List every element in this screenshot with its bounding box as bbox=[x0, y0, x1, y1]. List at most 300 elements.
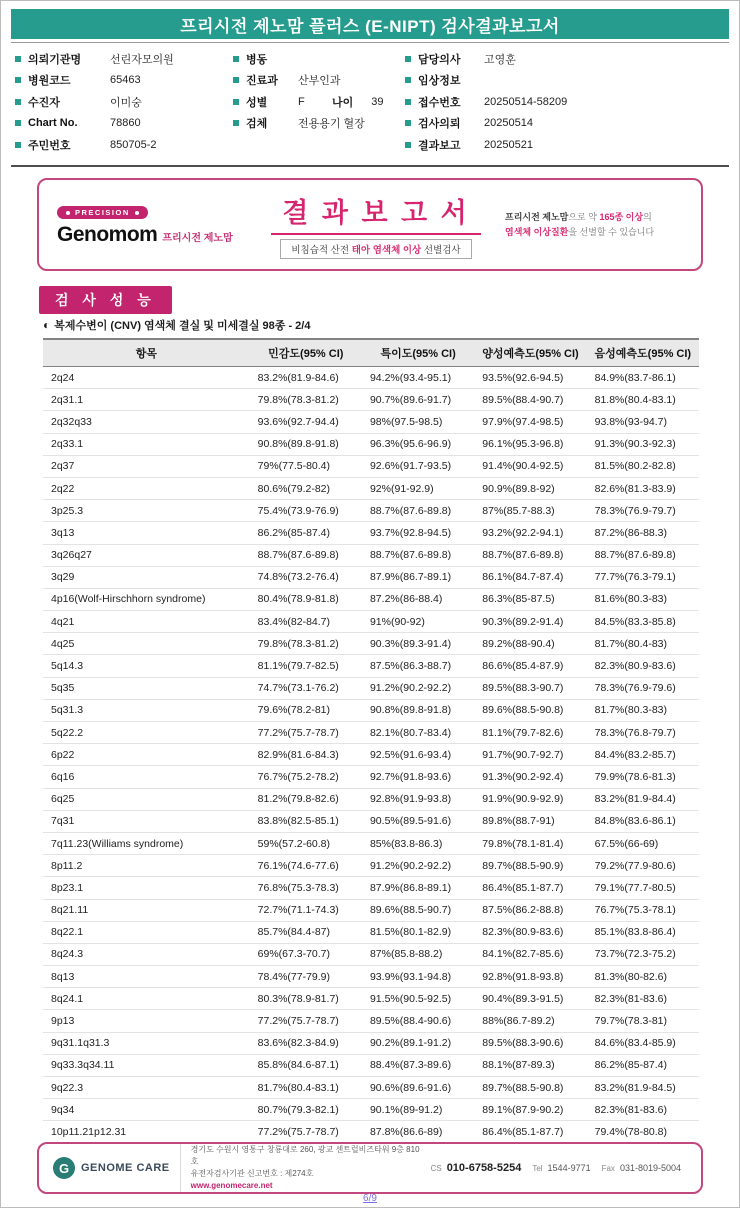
table-cell: 67.5%(66-69) bbox=[587, 832, 699, 854]
info-row bbox=[405, 48, 727, 70]
subtitle-text: 비침습적 산전 bbox=[291, 244, 352, 256]
title-underline bbox=[11, 42, 729, 43]
table-cell: 91.2%(90.2-92.2) bbox=[362, 677, 474, 699]
table-cell: 86.1%(84.7-87.4) bbox=[474, 566, 586, 588]
table-cell: 96.1%(95.3-96.8) bbox=[474, 433, 586, 455]
table-row bbox=[43, 1077, 699, 1099]
info-row bbox=[233, 91, 405, 113]
table-row bbox=[43, 788, 699, 810]
info-label: 병원코드 bbox=[28, 75, 71, 88]
table-cell: 90.7%(89.6-91.7) bbox=[362, 389, 474, 411]
cnv-performance-table-wrap bbox=[43, 338, 699, 1144]
info-row bbox=[15, 48, 233, 70]
table-cell: 78.3%(76.8-79.7) bbox=[587, 722, 699, 744]
table-cell: 79.1%(77.7-80.5) bbox=[587, 877, 699, 899]
table-cell: 2q32q33 bbox=[43, 411, 250, 433]
table-row bbox=[43, 744, 699, 766]
table-cell: 84.5%(83.3-85.8) bbox=[587, 611, 699, 633]
table-cell: 77.2%(75.7-78.7) bbox=[250, 1121, 362, 1143]
info-value: 이미숭 bbox=[110, 96, 142, 109]
info-label: 담당의사 bbox=[418, 53, 461, 66]
square-bullet-icon bbox=[15, 99, 21, 105]
table-cell: 92.5%(91.6-93.4) bbox=[362, 744, 474, 766]
half-circle-icon: ◐ bbox=[43, 318, 51, 332]
table-cell: 96.3%(95.6-96.9) bbox=[362, 433, 474, 455]
info-label: 수진자 bbox=[28, 96, 60, 109]
table-cell: 83.2%(81.9-84.6) bbox=[250, 367, 362, 389]
note-highlight: 염색체 이상질환 bbox=[505, 226, 569, 237]
table-cell: 73.7%(72.3-75.2) bbox=[587, 943, 699, 965]
table-cell: 79.8%(78.1-81.4) bbox=[474, 832, 586, 854]
table-cell: 87%(85.7-88.3) bbox=[474, 500, 586, 522]
table-row bbox=[43, 389, 699, 411]
table-cell: 84.1%(82.7-85.6) bbox=[474, 943, 586, 965]
table-cell: 2q37 bbox=[43, 455, 250, 477]
table-cell: 76.1%(74.6-77.6) bbox=[250, 855, 362, 877]
footer-address: 경기도 수원시 영통구 창룡대로 260, 광교 센트럴비즈타워 9층 810호 bbox=[190, 1145, 420, 1166]
table-cell: 2q33.1 bbox=[43, 433, 250, 455]
table-row bbox=[43, 500, 699, 522]
table-cell: 91.4%(90.4-92.5) bbox=[474, 455, 586, 477]
square-bullet-icon bbox=[233, 99, 239, 105]
table-cell: 91.5%(90.5-92.5) bbox=[362, 988, 474, 1010]
table-cell: 91.2%(90.2-92.2) bbox=[362, 855, 474, 877]
table-row bbox=[43, 1099, 699, 1121]
footer-contact bbox=[431, 1162, 687, 1174]
table-row bbox=[43, 544, 699, 566]
table-cell: 77.2%(75.7-78.7) bbox=[250, 722, 362, 744]
table-cell: 86.3%(85-87.5) bbox=[474, 588, 586, 610]
dot-icon bbox=[135, 211, 139, 215]
table-cell: 87.5%(86.2-88.8) bbox=[474, 899, 586, 921]
cs-label: CS bbox=[430, 1164, 442, 1173]
table-cell: 82.3%(81-83.6) bbox=[587, 1099, 699, 1121]
table-row bbox=[43, 766, 699, 788]
info-value: 20250514 bbox=[484, 117, 533, 130]
table-cell: 90.6%(89.6-91.6) bbox=[362, 1077, 474, 1099]
fax-label: Fax bbox=[601, 1164, 615, 1173]
table-cell: 8p11.2 bbox=[43, 855, 250, 877]
note-text: 프리시전 제노맘 bbox=[505, 211, 569, 222]
table-note bbox=[43, 317, 310, 333]
table-cell: 79.8%(78.3-81.2) bbox=[250, 389, 362, 411]
table-cell: 88%(86.7-89.2) bbox=[474, 1010, 586, 1032]
table-cell: 3q13 bbox=[43, 522, 250, 544]
table-cell: 82.9%(81.6-84.3) bbox=[250, 744, 362, 766]
table-cell: 89.6%(88.5-90.8) bbox=[474, 699, 586, 721]
table-cell: 85.7%(84.4-87) bbox=[250, 921, 362, 943]
table-cell: 6q25 bbox=[43, 788, 250, 810]
table-cell: 83.6%(82.3-84.9) bbox=[250, 1032, 362, 1054]
table-cell: 86.6%(85.4-87.9) bbox=[474, 655, 586, 677]
table-row bbox=[43, 988, 699, 1010]
table-row bbox=[43, 810, 699, 832]
info-label: 성별 bbox=[246, 96, 268, 109]
genomom-logo bbox=[57, 202, 247, 248]
table-row bbox=[43, 367, 699, 389]
table-cell: 3q26q27 bbox=[43, 544, 250, 566]
table-cell: 82.3%(81-83.6) bbox=[587, 988, 699, 1010]
info-label: 주민번호 bbox=[28, 139, 71, 152]
footer-website-link[interactable]: www.genomecare.net bbox=[190, 1181, 273, 1190]
subtitle-text: 선별검사 bbox=[421, 244, 461, 256]
table-cell: 81.7%(80.4-83.1) bbox=[250, 1077, 362, 1099]
table-cell: 93.5%(92.6-94.5) bbox=[474, 367, 586, 389]
table-cell: 79.2%(77.9-80.6) bbox=[587, 855, 699, 877]
genome-care-logo-text: GENOME CARE bbox=[81, 1162, 170, 1174]
info-value: 산부인과 bbox=[298, 75, 341, 88]
report-header-box bbox=[37, 178, 703, 271]
note-text: 으로 약 bbox=[568, 211, 600, 222]
table-cell: 74.7%(73.1-76.2) bbox=[250, 677, 362, 699]
table-row bbox=[43, 722, 699, 744]
table-cell: 89.5%(88.4-90.6) bbox=[362, 1010, 474, 1032]
table-cell: 81.7%(80.3-83) bbox=[587, 699, 699, 721]
info-row bbox=[233, 113, 405, 135]
table-row bbox=[43, 566, 699, 588]
table-cell: 92.8%(91.9-93.8) bbox=[362, 788, 474, 810]
table-cell: 81.1%(79.7-82.6) bbox=[474, 722, 586, 744]
brand-name: Genomom bbox=[57, 223, 158, 247]
info-label: 임상정보 bbox=[418, 75, 461, 88]
table-cell: 82.3%(80.9-83.6) bbox=[587, 655, 699, 677]
table-cell: 75.4%(73.9-76.9) bbox=[250, 500, 362, 522]
square-bullet-icon bbox=[15, 56, 21, 62]
report-note bbox=[505, 210, 683, 240]
table-cell: 86.4%(85.1-87.7) bbox=[474, 877, 586, 899]
table-row bbox=[43, 433, 699, 455]
table-cell: 92.7%(91.8-93.6) bbox=[362, 766, 474, 788]
footer-address-block bbox=[180, 1144, 421, 1192]
table-cell: 4q25 bbox=[43, 633, 250, 655]
table-cell: 85%(83.8-86.3) bbox=[362, 832, 474, 854]
report-subtitle bbox=[280, 239, 471, 259]
table-cell: 79.7%(78.3-81) bbox=[587, 1010, 699, 1032]
cs-number: 010-6758-5254 bbox=[446, 1162, 522, 1174]
info-value: F bbox=[298, 95, 305, 108]
table-row bbox=[43, 522, 699, 544]
table-cell: 88.1%(87-89.3) bbox=[474, 1054, 586, 1076]
table-cell: 59%(57.2-60.8) bbox=[250, 832, 362, 854]
table-cell: 88.7%(87.6-89.8) bbox=[474, 544, 586, 566]
table-cell: 8p23.1 bbox=[43, 877, 250, 899]
table-cell: 79.9%(78.6-81.3) bbox=[587, 766, 699, 788]
table-cell: 5q35 bbox=[43, 677, 250, 699]
table-cell: 93.6%(92.7-94.4) bbox=[250, 411, 362, 433]
square-bullet-icon bbox=[405, 77, 411, 83]
table-cell: 88.4%(87.3-89.6) bbox=[362, 1054, 474, 1076]
table-cell: 81.3%(80-82.6) bbox=[587, 966, 699, 988]
table-cell: 91.9%(90.9-92.9) bbox=[474, 788, 586, 810]
table-cell: 89.2%(88-90.4) bbox=[474, 633, 586, 655]
note-text: 의 bbox=[643, 211, 652, 222]
square-bullet-icon bbox=[233, 56, 239, 62]
table-cell: 78.3%(76.9-79.7) bbox=[587, 500, 699, 522]
table-cell: 3p25.3 bbox=[43, 500, 250, 522]
footer bbox=[37, 1142, 703, 1194]
info-value: 78860 bbox=[110, 117, 141, 130]
table-cell: 86.2%(85-87.4) bbox=[250, 522, 362, 544]
patient-info-col3 bbox=[405, 48, 727, 156]
table-cell: 88.7%(87.6-89.8) bbox=[362, 500, 474, 522]
info-row bbox=[233, 70, 405, 92]
table-cell: 9q31.1q31.3 bbox=[43, 1032, 250, 1054]
table-cell: 2q24 bbox=[43, 367, 250, 389]
info-value: 65463 bbox=[110, 74, 141, 87]
table-cell: 83.4%(82-84.7) bbox=[250, 611, 362, 633]
table-cell: 78.4%(77-79.9) bbox=[250, 966, 362, 988]
table-cell: 83.2%(81.9-84.5) bbox=[587, 1077, 699, 1099]
square-bullet-icon bbox=[233, 120, 239, 126]
table-row bbox=[43, 921, 699, 943]
note-line-2 bbox=[505, 225, 683, 240]
table-cell: 8q13 bbox=[43, 966, 250, 988]
title-rule bbox=[271, 233, 481, 235]
table-cell: 8q24.1 bbox=[43, 988, 250, 1010]
table-cell: 7q11.23(Williams syndrome) bbox=[43, 832, 250, 854]
table-cell: 80.7%(79.3-82.1) bbox=[250, 1099, 362, 1121]
table-cell: 76.7%(75.3-78.1) bbox=[587, 899, 699, 921]
table-cell: 10p11.21p12.31 bbox=[43, 1121, 250, 1143]
table-cell: 97.9%(97.4-98.5) bbox=[474, 411, 586, 433]
info-row bbox=[405, 70, 727, 92]
page-number: 6/9 bbox=[363, 1193, 377, 1204]
table-row bbox=[43, 477, 699, 499]
subtitle-emphasis: 태아 염색체 이상 bbox=[351, 244, 422, 256]
patient-info-col2 bbox=[233, 48, 405, 156]
square-bullet-icon bbox=[233, 77, 239, 83]
table-cell: 81.1%(79.7-82.5) bbox=[250, 655, 362, 677]
info-row bbox=[15, 134, 233, 156]
info-row bbox=[233, 48, 405, 70]
table-row bbox=[43, 588, 699, 610]
table-cell: 8q21.11 bbox=[43, 899, 250, 921]
table-header-row bbox=[43, 339, 699, 367]
note-text: 을 선별할 수 있습니다 bbox=[568, 226, 655, 237]
table-cell: 91.3%(90.3-92.3) bbox=[587, 433, 699, 455]
square-bullet-icon bbox=[405, 56, 411, 62]
info-label: Chart No. bbox=[28, 117, 78, 130]
table-cell: 93.9%(93.1-94.8) bbox=[362, 966, 474, 988]
info-row bbox=[15, 113, 233, 135]
table-cell: 80.4%(78.9-81.8) bbox=[250, 588, 362, 610]
table-cell: 87.9%(86.8-89.1) bbox=[362, 877, 474, 899]
table-cell: 89.5%(88.3-90.7) bbox=[474, 677, 586, 699]
table-row bbox=[43, 677, 699, 699]
table-cell: 84.8%(83.6-86.1) bbox=[587, 810, 699, 832]
table-row bbox=[43, 455, 699, 477]
info-value: 전용용기 혈장 bbox=[298, 118, 365, 131]
info-label: 나이 bbox=[332, 96, 354, 109]
table-cell: 82.3%(80.9-83.6) bbox=[474, 921, 586, 943]
table-cell: 90.9%(89.8-92) bbox=[474, 477, 586, 499]
column-header: 항목 bbox=[43, 339, 250, 367]
table-cell: 88.7%(87.6-89.8) bbox=[250, 544, 362, 566]
table-row bbox=[43, 877, 699, 899]
table-cell: 8q24.3 bbox=[43, 943, 250, 965]
table-cell: 90.5%(89.5-91.6) bbox=[362, 810, 474, 832]
table-cell: 88.7%(87.6-89.8) bbox=[362, 544, 474, 566]
table-cell: 78.3%(76.9-79.6) bbox=[587, 677, 699, 699]
table-cell: 90.3%(89.3-91.4) bbox=[362, 633, 474, 655]
table-row bbox=[43, 1054, 699, 1076]
table-row bbox=[43, 943, 699, 965]
fax-number: 031-8019-5004 bbox=[619, 1163, 681, 1173]
info-value: 20250521 bbox=[484, 138, 533, 151]
table-cell: 87.9%(86.7-89.1) bbox=[362, 566, 474, 588]
table-cell: 80.6%(79.2-82) bbox=[250, 477, 362, 499]
info-divider bbox=[11, 165, 729, 167]
table-cell: 85.8%(84.6-87.1) bbox=[250, 1054, 362, 1076]
table-cell: 9q22.3 bbox=[43, 1077, 250, 1099]
table-cell: 90.1%(89-91.2) bbox=[362, 1099, 474, 1121]
table-row bbox=[43, 966, 699, 988]
square-bullet-icon bbox=[405, 142, 411, 148]
table-cell: 90.2%(89.1-91.2) bbox=[362, 1032, 474, 1054]
table-cell: 85.1%(83.8-86.4) bbox=[587, 921, 699, 943]
square-bullet-icon bbox=[15, 77, 21, 83]
table-cell: 84.9%(83.7-86.1) bbox=[587, 367, 699, 389]
note-highlight: 165종 이상 bbox=[599, 211, 644, 222]
patient-info bbox=[15, 48, 727, 156]
footer-license: 유전자검사기관 신고번호 : 제274호 bbox=[190, 1169, 314, 1178]
table-cell: 6p22 bbox=[43, 744, 250, 766]
table-cell: 87.5%(86.3-88.7) bbox=[362, 655, 474, 677]
table-cell: 89.5%(88.3-90.6) bbox=[474, 1032, 586, 1054]
genome-care-logo bbox=[53, 1157, 170, 1179]
table-cell: 89.1%(87.9-90.2) bbox=[474, 1099, 586, 1121]
column-header: 양성예측도(95% CI) bbox=[474, 339, 586, 367]
table-cell: 93.7%(92.8-94.5) bbox=[362, 522, 474, 544]
note-line-1 bbox=[505, 210, 683, 225]
genome-care-logo-icon: G bbox=[53, 1157, 75, 1179]
table-cell: 91.3%(90.2-92.4) bbox=[474, 766, 586, 788]
table-cell: 87.8%(86.6-89) bbox=[362, 1121, 474, 1143]
table-cell: 89.6%(88.5-90.7) bbox=[362, 899, 474, 921]
info-row bbox=[405, 91, 727, 113]
table-row bbox=[43, 699, 699, 721]
table-cell: 4p16(Wolf-Hirschhorn syndrome) bbox=[43, 588, 250, 610]
table-cell: 91%(90-92) bbox=[362, 611, 474, 633]
table-cell: 81.7%(80.4-83) bbox=[587, 633, 699, 655]
tel-label: Tel bbox=[532, 1164, 543, 1173]
table-row bbox=[43, 655, 699, 677]
table-cell: 76.8%(75.3-78.3) bbox=[250, 877, 362, 899]
info-value: 20250514-58209 bbox=[484, 95, 568, 108]
table-cell: 98%(97.5-98.5) bbox=[362, 411, 474, 433]
table-cell: 72.7%(71.1-74.3) bbox=[250, 899, 362, 921]
table-cell: 84.4%(83.2-85.7) bbox=[587, 744, 699, 766]
info-label: 진료과 bbox=[246, 75, 278, 88]
table-cell: 89.7%(88.5-90.8) bbox=[474, 1077, 586, 1099]
info-label: 검사의뢰 bbox=[418, 118, 461, 131]
table-row bbox=[43, 855, 699, 877]
table-cell: 90.8%(89.8-91.8) bbox=[362, 699, 474, 721]
table-cell: 90.3%(89.2-91.4) bbox=[474, 611, 586, 633]
square-bullet-icon bbox=[15, 142, 21, 148]
info-label: 결과보고 bbox=[418, 139, 461, 152]
column-header: 민감도(95% CI) bbox=[250, 339, 362, 367]
table-cell: 92.6%(91.7-93.5) bbox=[362, 455, 474, 477]
table-cell: 77.2%(75.7-78.7) bbox=[250, 1010, 362, 1032]
table-cell: 79.6%(78.2-81) bbox=[250, 699, 362, 721]
table-cell: 83.8%(82.5-85.1) bbox=[250, 810, 362, 832]
table-cell: 2q31.1 bbox=[43, 389, 250, 411]
table-cell: 5q31.3 bbox=[43, 699, 250, 721]
table-cell: 81.5%(80.1-82.9) bbox=[362, 921, 474, 943]
table-cell: 4q21 bbox=[43, 611, 250, 633]
info-label: 검체 bbox=[246, 118, 268, 131]
cnv-performance-table bbox=[43, 338, 699, 1144]
info-label: 병동 bbox=[246, 53, 268, 66]
table-cell: 2q22 bbox=[43, 477, 250, 499]
table-cell: 76.7%(75.2-78.2) bbox=[250, 766, 362, 788]
table-cell: 90.4%(89.3-91.5) bbox=[474, 988, 586, 1010]
info-row bbox=[15, 70, 233, 92]
table-cell: 88.7%(87.6-89.8) bbox=[587, 544, 699, 566]
table-cell: 91.7%(90.7-92.7) bbox=[474, 744, 586, 766]
precision-badge bbox=[57, 206, 148, 219]
table-cell: 89.5%(88.4-90.7) bbox=[474, 389, 586, 411]
brand-name-korean: 프리시전 제노맘 bbox=[162, 233, 233, 245]
table-cell: 82.1%(80.7-83.4) bbox=[362, 722, 474, 744]
table-cell: 81.6%(80.3-83) bbox=[587, 588, 699, 610]
table-cell: 79.8%(78.3-81.2) bbox=[250, 633, 362, 655]
table-cell: 84.6%(83.4-85.9) bbox=[587, 1032, 699, 1054]
table-cell: 92.8%(91.8-93.8) bbox=[474, 966, 586, 988]
table-cell: 8q22.1 bbox=[43, 921, 250, 943]
square-bullet-icon bbox=[405, 99, 411, 105]
table-cell: 7q31 bbox=[43, 810, 250, 832]
table-cell: 89.7%(88.5-90.9) bbox=[474, 855, 586, 877]
tel-number: 1544-9771 bbox=[547, 1163, 591, 1173]
column-header: 음성예측도(95% CI) bbox=[587, 339, 699, 367]
table-cell: 94.2%(93.4-95.1) bbox=[362, 367, 474, 389]
square-bullet-icon bbox=[405, 120, 411, 126]
table-cell: 82.6%(81.3-83.9) bbox=[587, 477, 699, 499]
column-header: 특이도(95% CI) bbox=[362, 339, 474, 367]
table-cell: 5q14.3 bbox=[43, 655, 250, 677]
info-row bbox=[405, 134, 727, 156]
table-cell: 81.5%(80.2-82.8) bbox=[587, 455, 699, 477]
table-cell: 81.2%(79.8-82.6) bbox=[250, 788, 362, 810]
table-cell: 87.2%(86-88.4) bbox=[362, 588, 474, 610]
info-row bbox=[405, 113, 727, 135]
section-title-performance: 검 사 성 능 bbox=[39, 286, 172, 314]
table-cell: 86.4%(85.1-87.7) bbox=[474, 1121, 586, 1143]
table-row bbox=[43, 899, 699, 921]
dot-icon bbox=[66, 211, 70, 215]
table-cell: 87%(85.8-88.2) bbox=[362, 943, 474, 965]
info-label: 의뢰기관명 bbox=[28, 53, 82, 66]
table-cell: 79.4%(78-80.8) bbox=[587, 1121, 699, 1143]
table-cell: 80.3%(78.9-81.7) bbox=[250, 988, 362, 1010]
table-note-text: 복제수변이 (CNV) 염색체 결실 및 미세결실 98종 - 2/4 bbox=[54, 320, 311, 332]
table-cell: 69%(67.3-70.7) bbox=[250, 943, 362, 965]
brand-line bbox=[57, 223, 247, 247]
table-cell: 83.2%(81.9-84.4) bbox=[587, 788, 699, 810]
page-title: 프리시전 제노맘 플러스 (E-NIPT) 검사결과보고서 bbox=[11, 9, 729, 39]
table-row bbox=[43, 1121, 699, 1143]
report-title: 결 과 보 고 서 bbox=[282, 197, 470, 228]
table-cell: 74.8%(73.2-76.4) bbox=[250, 566, 362, 588]
table-row bbox=[43, 611, 699, 633]
info-value: 850705-2 bbox=[110, 138, 157, 151]
table-cell: 9q34 bbox=[43, 1099, 250, 1121]
square-bullet-icon bbox=[15, 120, 21, 126]
table-cell: 5q22.2 bbox=[43, 722, 250, 744]
table-row bbox=[43, 1010, 699, 1032]
